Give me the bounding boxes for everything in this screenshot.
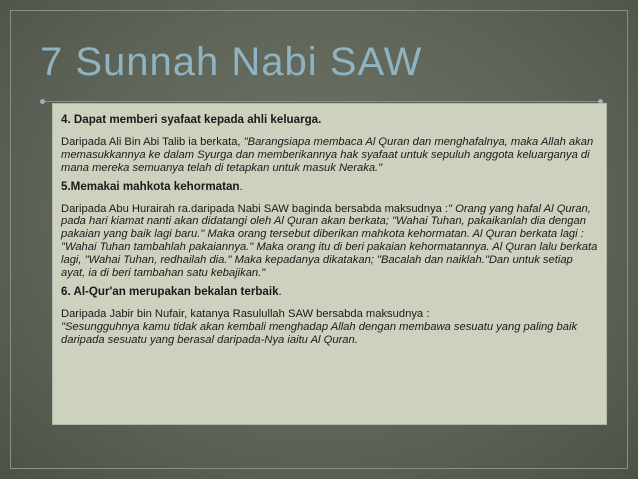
section-6-intro: Daripada Jabir bin Nufair, katanya Rasulullah SAW bersabda maksudnya : xyxy=(61,307,430,320)
divider-left-dot xyxy=(40,99,45,104)
content-panel xyxy=(52,103,607,425)
section-6-heading-text: 6. Al-Qur'an merupakan bekalan terbaik xyxy=(61,284,279,298)
section-6-quote: "Sesungguhnya kamu tidak akan kembali menghadap Allah dengan membawa sesuatu yang paling baik daripada sesuatu yang berasal daripada-Nya iaitu Al Quran. xyxy=(61,320,578,346)
section-6-heading xyxy=(61,286,598,299)
section-6-heading-end: . xyxy=(278,284,282,298)
section-4-heading: 4. Dapat memberi syafaat kepada ahli keluarga. xyxy=(61,113,322,126)
section-5-intro: Daripada Abu Hurairah ra.daripada Nabi SAW baginda bersabda maksudnya : xyxy=(61,202,449,215)
section-4-body xyxy=(61,136,598,175)
section-5-body xyxy=(61,203,598,280)
section-5-heading-text: 5.Memakai mahkota kehormatan xyxy=(61,179,240,193)
section-5-heading-end: . xyxy=(239,179,243,193)
section-4-intro: Daripada Ali Bin Abi Talib ia berkata, xyxy=(61,135,244,148)
title-divider xyxy=(42,101,600,102)
section-5-quote: " Orang yang hafal Al Quran, pada hari kiamat nanti akan didatangi oleh Al Quran akan berkata; "Wahai Tuhan, pakaikanlah dia dengan pakaian yang baik lagi baru." Maka orang tersebut diberikan mahkota kehormatan. Al Quran berkata lagi : "Wahai Tuhan tambahlah pakaiannya." Maka orang itu di beri pakaian kehormatannya. Al Quran lalu berkata lagi, "Wahai Tuhan, redhailah dia." Maka kepadanya dikatakan; "Bacalah dan naiklah."Dan untuk setiap ayat, ia di beri tambahan satu kebajikan." xyxy=(61,202,598,280)
section-5-heading xyxy=(61,181,598,194)
section-4-quote: "Barangsiapa membaca Al Quran dan menghafalnya, maka Allah akan memasukkannya ke dalam Syurga dan memberikannya hak syafaat untuk sepuluh anggota keluarganya di mana mereka semuanya telah di tetapkan untuk masuk Neraka." xyxy=(61,135,594,174)
slide-title: 7 Sunnah Nabi SAW xyxy=(40,40,423,84)
